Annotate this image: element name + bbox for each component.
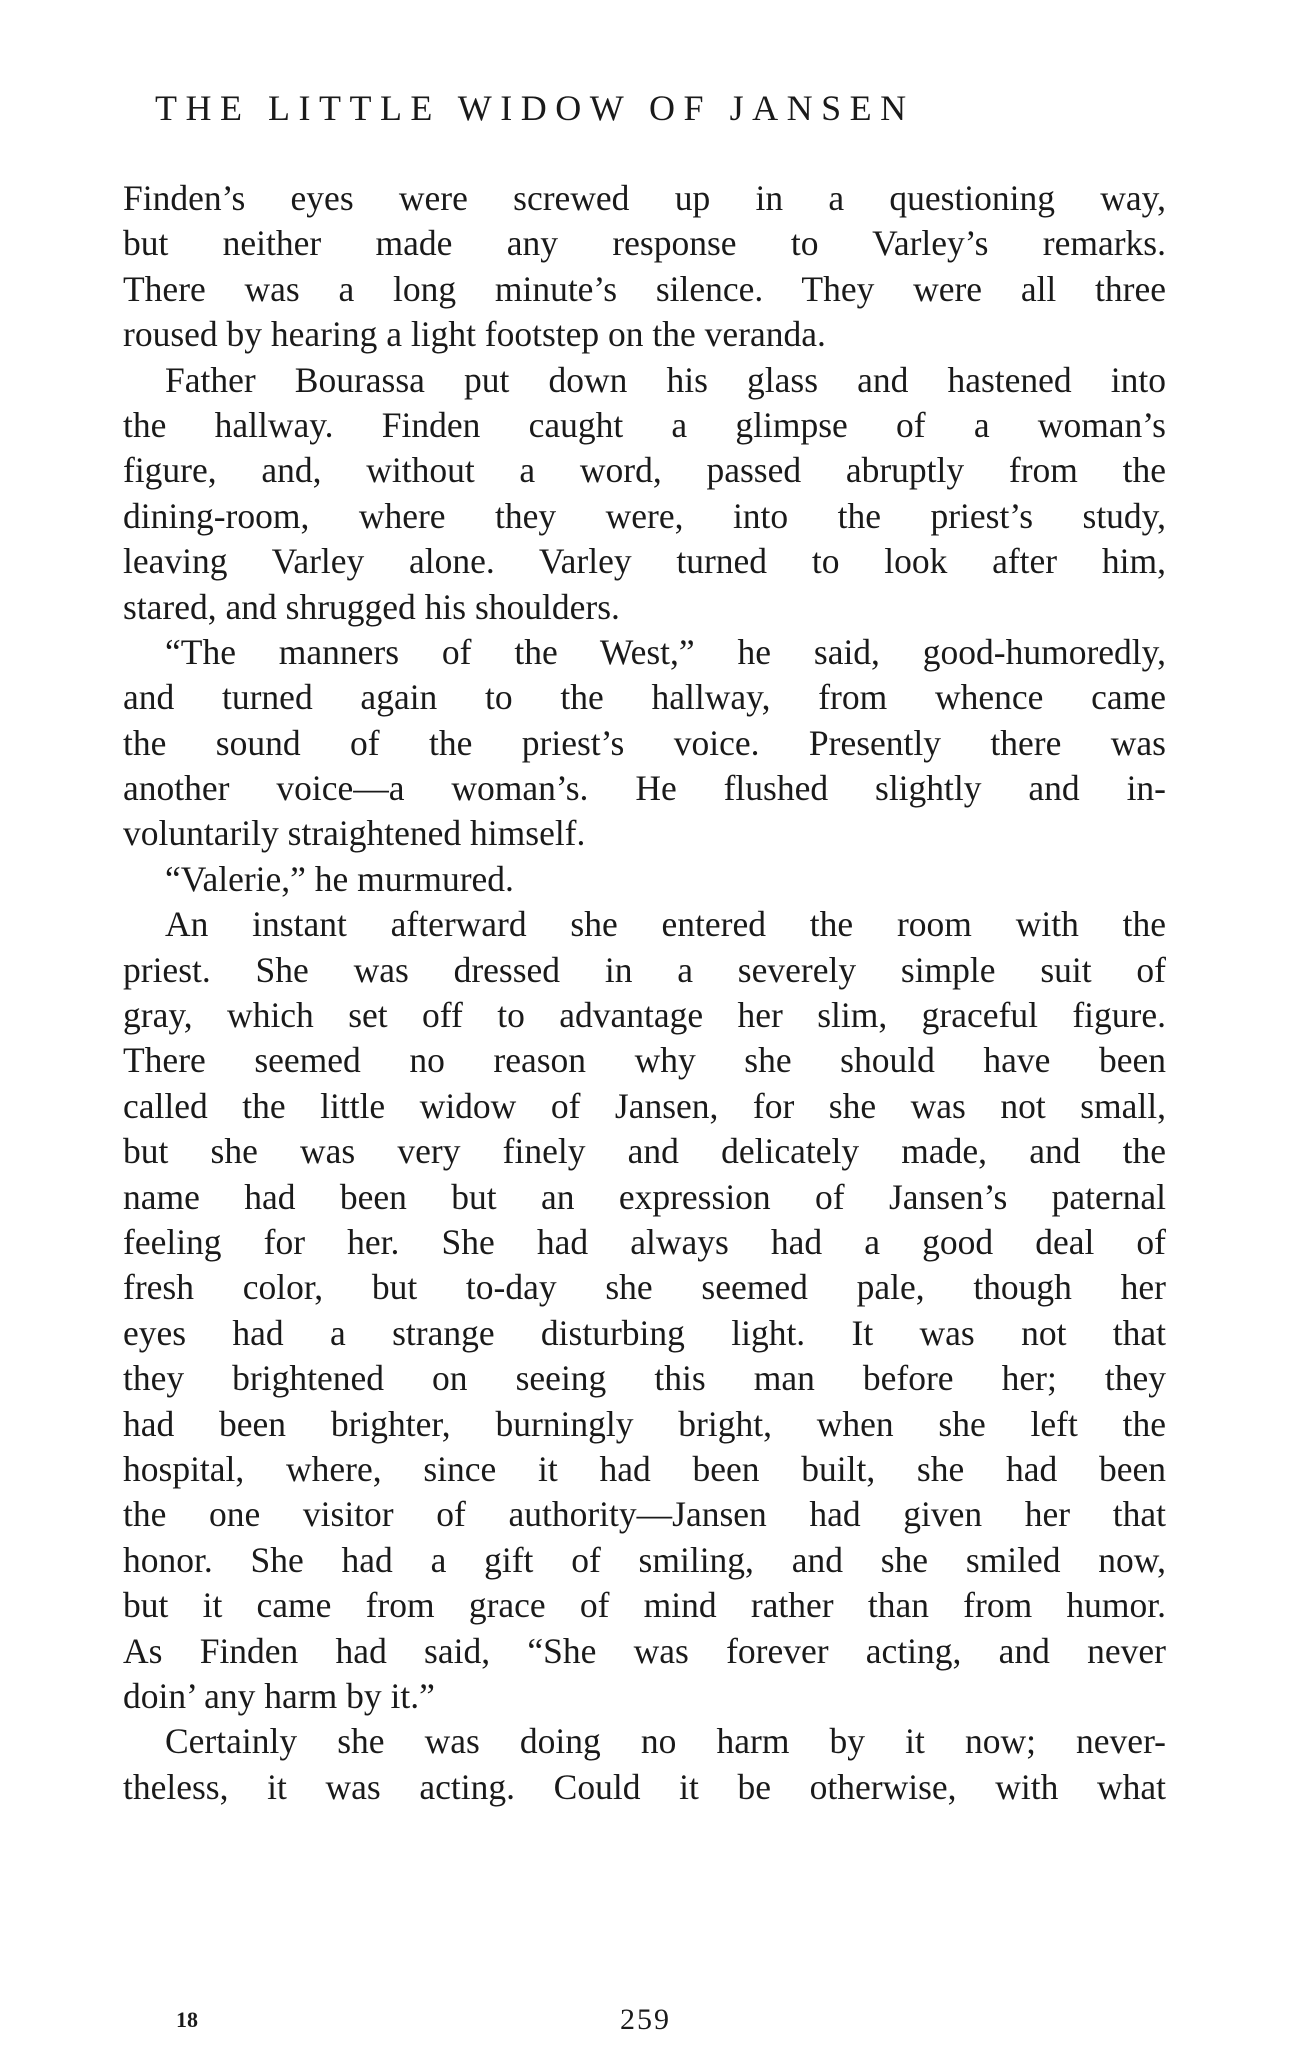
text-line: figure, and, without a word, passed abruptly from the: [123, 450, 1166, 491]
page-number: 259: [620, 2003, 671, 2036]
text-line: Finden’s eyes were screwed up in a questioning way,: [123, 178, 1166, 218]
text-line: “The manners of the West,” he said, good-humoredly,: [165, 631, 1166, 672]
text-line: Father Bourassa put down his glass and hastened into: [165, 359, 1166, 400]
text-line: leaving Varley alone. Varley turned to look after him,: [123, 541, 1166, 582]
text-line: doin’ any harm by it.”: [123, 1675, 435, 1716]
text-line: but she was very finely and delicately made, and the: [123, 1131, 1166, 1172]
text-line: but it came from grace of mind rather than from humor.: [123, 1585, 1166, 1626]
text-line: the one visitor of authority—Jansen had given her that: [123, 1494, 1166, 1535]
signature-mark: 18: [176, 2007, 198, 2032]
running-head: THE LITTLE WIDOW OF JANSEN: [155, 88, 915, 128]
text-line: There was a long minute’s silence. They were all three: [123, 268, 1166, 309]
page-footer: [0, 2000, 1290, 2040]
text-line: voluntarily straightened himself.: [123, 813, 586, 854]
text-line: but neither made any response to Varley’s remarks.: [123, 223, 1166, 264]
text-line: and turned again to the hallway, from whence came: [123, 677, 1166, 718]
text-line: roused by hearing a light footstep on the veranda.: [123, 314, 826, 355]
text-line: “Valerie,” he murmured.: [165, 858, 514, 899]
text-line: the sound of the priest’s voice. Presently there was: [123, 722, 1166, 763]
text-line: had been brighter, burningly bright, when she left the: [123, 1403, 1166, 1444]
text-line: priest. She was dressed in a severely simple suit of: [123, 949, 1166, 990]
text-line: stared, and shrugged his shoulders.: [123, 586, 620, 627]
text-line: theless, it was acting. Could it be otherwise, with what: [123, 1766, 1166, 1807]
text-line: name had been but an expression of Jansen’s paternal: [123, 1176, 1166, 1217]
text-line: fresh color, but to-day she seemed pale, though her: [123, 1267, 1166, 1308]
text-line: another voice—a woman’s. He flushed slightly and in-: [123, 768, 1166, 809]
text-line: called the little widow of Jansen, for she was not small,: [123, 1085, 1166, 1126]
text-line: An instant afterward she entered the room with the: [165, 904, 1166, 945]
text-line: feeling for her. She had always had a good deal of: [123, 1221, 1166, 1262]
text-line: hospital, where, since it had been built, she had been: [123, 1448, 1166, 1489]
text-line: they brightened on seeing this man before her; they: [123, 1358, 1166, 1399]
text-line: Certainly she was doing no harm by it now; never-: [165, 1721, 1166, 1762]
text-line: As Finden had said, “She was forever acting, and never: [123, 1630, 1166, 1671]
text-line: dining-room, where they were, into the priest’s study,: [123, 495, 1166, 536]
text-line: honor. She had a gift of smiling, and she smiled now,: [123, 1539, 1166, 1580]
body-text: [123, 176, 1166, 1810]
text-line: eyes had a strange disturbing light. It was not that: [123, 1312, 1166, 1353]
text-line: There seemed no reason why she should have been: [123, 1040, 1166, 1081]
text-line: the hallway. Finden caught a glimpse of a woman’s: [123, 404, 1166, 445]
text-line: gray, which set off to advantage her slim, graceful figure.: [123, 995, 1166, 1036]
